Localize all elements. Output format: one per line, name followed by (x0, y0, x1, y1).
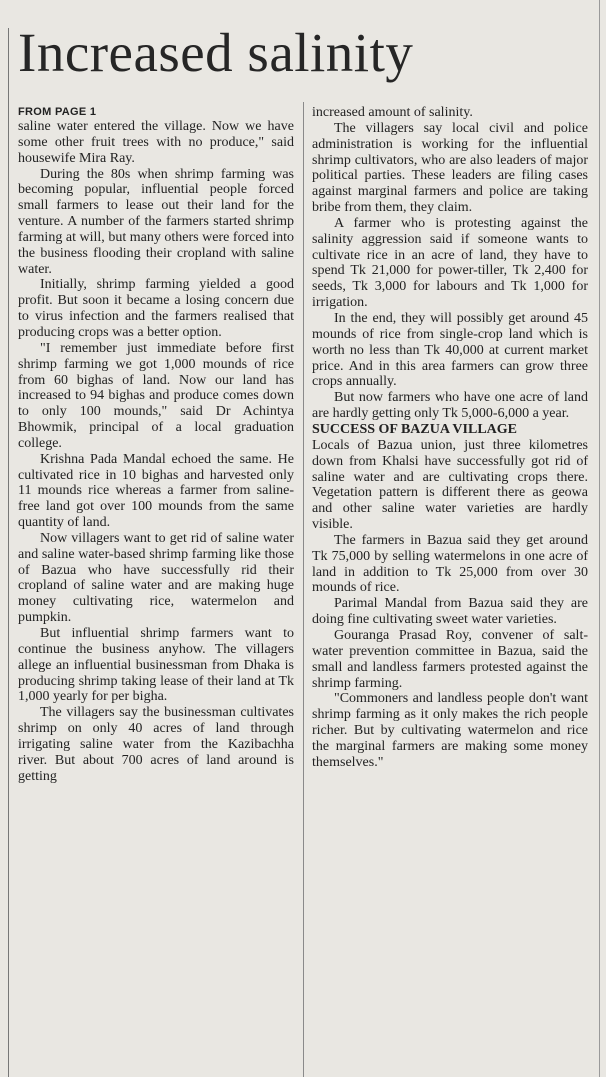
paragraph: In the end, they will possibly get around 45 mounds of rice from single-crop land which is worth no less than Tk 40,000 at current market price. And in this area farmers can grow three crops annually. (312, 310, 588, 390)
right-column (312, 105, 588, 771)
paragraph: Initially, shrimp farming yielded a good profit. But soon it became a losing concern due to virus infection and the farmers realised that producing crops was a better option. (18, 277, 294, 340)
paragraph: "Commoners and landless people don't want shrimp farming as it only makes the rich people richer. But by cultivating watermelon and rice the marginal farmers are making some money themselves." (312, 691, 588, 770)
section-subhead: SUCCESS OF BAZUA VILLAGE (312, 421, 518, 437)
paragraph: The villagers say local civil and police administration is working for the influential shrimp cultivators, who are also leaders of major political parties. These leaders are filing cases against marginal farmers and police are taking bribe from them, they claim. (312, 120, 588, 216)
paragraph: Locals of Bazua union, just three kilometres down from Khalsi have successfully got rid of saline water and are cultivating crops there. Vegetation pattern is different there as geowa and other saline water varieties are hardly visible. (312, 437, 588, 533)
paragraph: "I remember just immediate before first shrimp farming we got 1,000 mounds of rice from 60 bighas of land. Now our land has increased to 94 bighas and produce comes down to only 100 mounds," said Dr Achintya Bhowmik, principal of a local graduation college. (18, 340, 294, 451)
headline: Increased salinity (18, 22, 414, 83)
paragraph: Krishna Pada Mandal echoed the same. He cultivated rice in 10 bighas and harvested only 11 mounds rice whereas a farmer from saline-free land got over 100 mounds from the same quantity of land. (18, 451, 294, 531)
paragraph: saline water entered the village. Now we have some other fruit trees with no produce," said housewife Mira Ray. (18, 119, 294, 166)
left-border-rule (8, 28, 9, 1077)
paragraph: But influential shrimp farmers want to continue the business anyhow. The villagers allege an influential businessman from Dhaka is producing shrimp taking lease of their land at Tk 1,000 yearly for per bigha. (18, 626, 294, 705)
paragraph: The villagers say the businessman cultivates shrimp on only 40 acres of land through irrigating saline water from the Kazibachha river. But about 700 acres of land around is getting (18, 705, 294, 784)
continuation-kicker: FROM PAGE 1 (18, 106, 97, 118)
paragraph: A farmer who is protesting against the salinity aggression said if someone wants to cultivate rice in an acre of land, they have to spend Tk 21,000 for power-tiller, Tk 2,400 for seeds, Tk 3,000 for labours and Tk 1,000 for irrigation. (312, 215, 588, 311)
left-column (18, 105, 294, 784)
paragraph: increased amount of salinity. (312, 105, 473, 120)
paragraph: During the 80s when shrimp farming was becoming popular, influential people forced small farmers to lease out their land for the venture. A number of the farmers started shrimp farming at will, but many others were forced into the business flooding their cropland with saline water. (18, 166, 294, 277)
paragraph: The farmers in Bazua said they get around Tk 75,000 by selling watermelons in one acre of land in addition to Tk 25,000 from over 30 mounds of rice. (312, 532, 588, 596)
paragraph: Now villagers want to get rid of saline water and saline water-based shrimp farming like those of Bazua who have successfully rid their cropland of saline water and are making huge money cultivating rice, watermelon and pumpkin. (18, 530, 294, 626)
right-border-rule (599, 0, 600, 1077)
paragraph: Parimal Mandal from Bazua said they are doing fine cultivating sweet water varieties. (312, 596, 588, 628)
paragraph: Gouranga Prasad Roy, convener of salt-water prevention committee in Bazua, said the small and landless farmers protested against the shrimp farming. (312, 628, 588, 691)
column-divider (303, 102, 304, 1077)
paragraph: But now farmers who have one acre of land are hardly getting only Tk 5,000-6,000 a year. (312, 390, 588, 422)
